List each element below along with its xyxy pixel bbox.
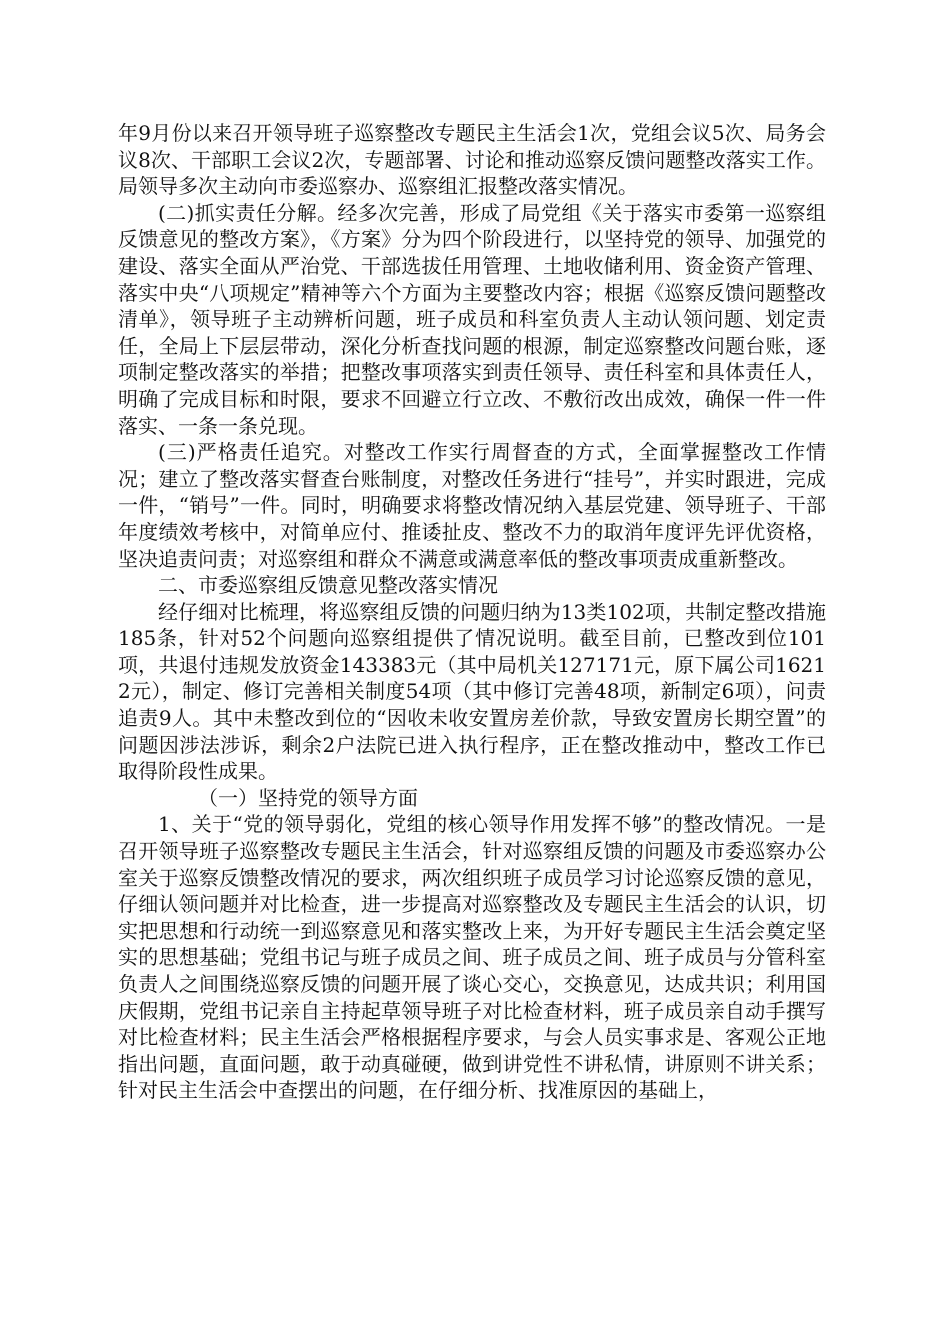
document-page (118, 120, 826, 1104)
paragraph-leadership-rectification: 1、关于“党的领导弱化，党组的核心领导作用发挥不够”的整改情况。一是召开领导班子巡察整改专题民主生活会，针对巡察组反馈的问题及市委巡察办公室关于巡察反馈整改情况的要求，两次组织班子成员学习讨论巡察反馈的意见，仔细认领问题并对比检查，进一步提高对巡察整改及专题民主生活会的认识，切实把思想和行动统一到巡察意见和落实整改上来，为开好专题民主生活会奠定坚实的思想基础；党组书记与班子成员之间、班子成员之间、班子成员与分管科室负责人之间围绕巡察反馈的问题开展了谈心交心，交换意见，达成共识；利用国庆假期，党组书记亲自主持起草领导班子对比检查材料，班子成员亲自动手撰写对比检查材料；民主生活会严格根据程序要求，与会人员实事求是、客观公正地指出问题，直面问题，敢于动真碰硬，做到讲党性不讲私情，讲原则不讲关系；针对民主生活会中查摆出的问题，在仔细分析、找准原因的基础上， (118, 812, 826, 1103)
paragraph-meeting-summary: 年9月份以来召开领导班子巡察整改专题民主生活会1次，党组会议5次、局务会议8次、干部职工会议2次，专题部署、讨论和推动巡察反馈问题整改落实工作。局领导多次主动向市委巡察办、巡察组汇报整改落实情况。 (118, 121, 826, 199)
subsection-heading-party-leadership: （一）坚持党的领导方面 (198, 785, 418, 810)
paragraph-responsibility-breakdown: (二)抓实责任分解。经多次完善，形成了局党组《关于落实市委第一巡察组反馈意见的整改方案》，《方案》分为四个阶段进行，以坚持党的领导、加强党的建设、落实全面从严治党、干部选拔任用管理、土地收储利用、资金资产管理、落实中央“八项规定”精神等六个方面为主要整改内容；根据《巡察反馈问题整改清单》，领导班子主动辨析问题，班子成员和科室负责人主动认领问题、划定责任，全局上下层层带动，深化分析查找问题的根源，制定巡察整改问题台账，逐项制定整改落实的举措；把整改事项落实到责任领导、责任科室和具体责任人，明确了完成目标和时限，要求不回避立行立改、不敷衍改出成效，确保一件一件落实、一条一条兑现。 (118, 200, 826, 438)
section-heading-feedback-rectification: 二、市委巡察组反馈意见整改落实情况 (158, 573, 498, 598)
paragraph-rectification-overview: 经仔细对比梳理，将巡察组反馈的问题归纳为13类102项，共制定整改措施185条，针对52个问题向巡察组提供了情况说明。截至目前，已整改到位101项，共退付违规发放资金143383元（其中局机关127171元，原下属公司16212元），制定、修订完善相关制度54项（其中修订完善48项，新制定6项），问责追责9人。其中未整改到位的“因收未收安置房差价款，导致安置房长期空置”的问题因涉法涉诉，剩余2户法院已进入执行程序，正在整改推动中，整改工作已取得阶段性成果。 (118, 599, 826, 784)
paragraph-accountability: (三)严格责任追究。对整改工作实行周督查的方式，全面掌握整改工作情况；建立了整改落实督查台账制度，对整改任务进行“挂号”，并实时跟进，完成一件，“销号”一件。同时，明确要求将整改情况纳入基层党建、领导班子、干部年度绩效考核中，对简单应付、推诿扯皮、整改不力的取消年度评先评优资格，坚决追责问责；对巡察组和群众不满意或满意率低的整改事项责成重新整改。 (118, 440, 826, 571)
